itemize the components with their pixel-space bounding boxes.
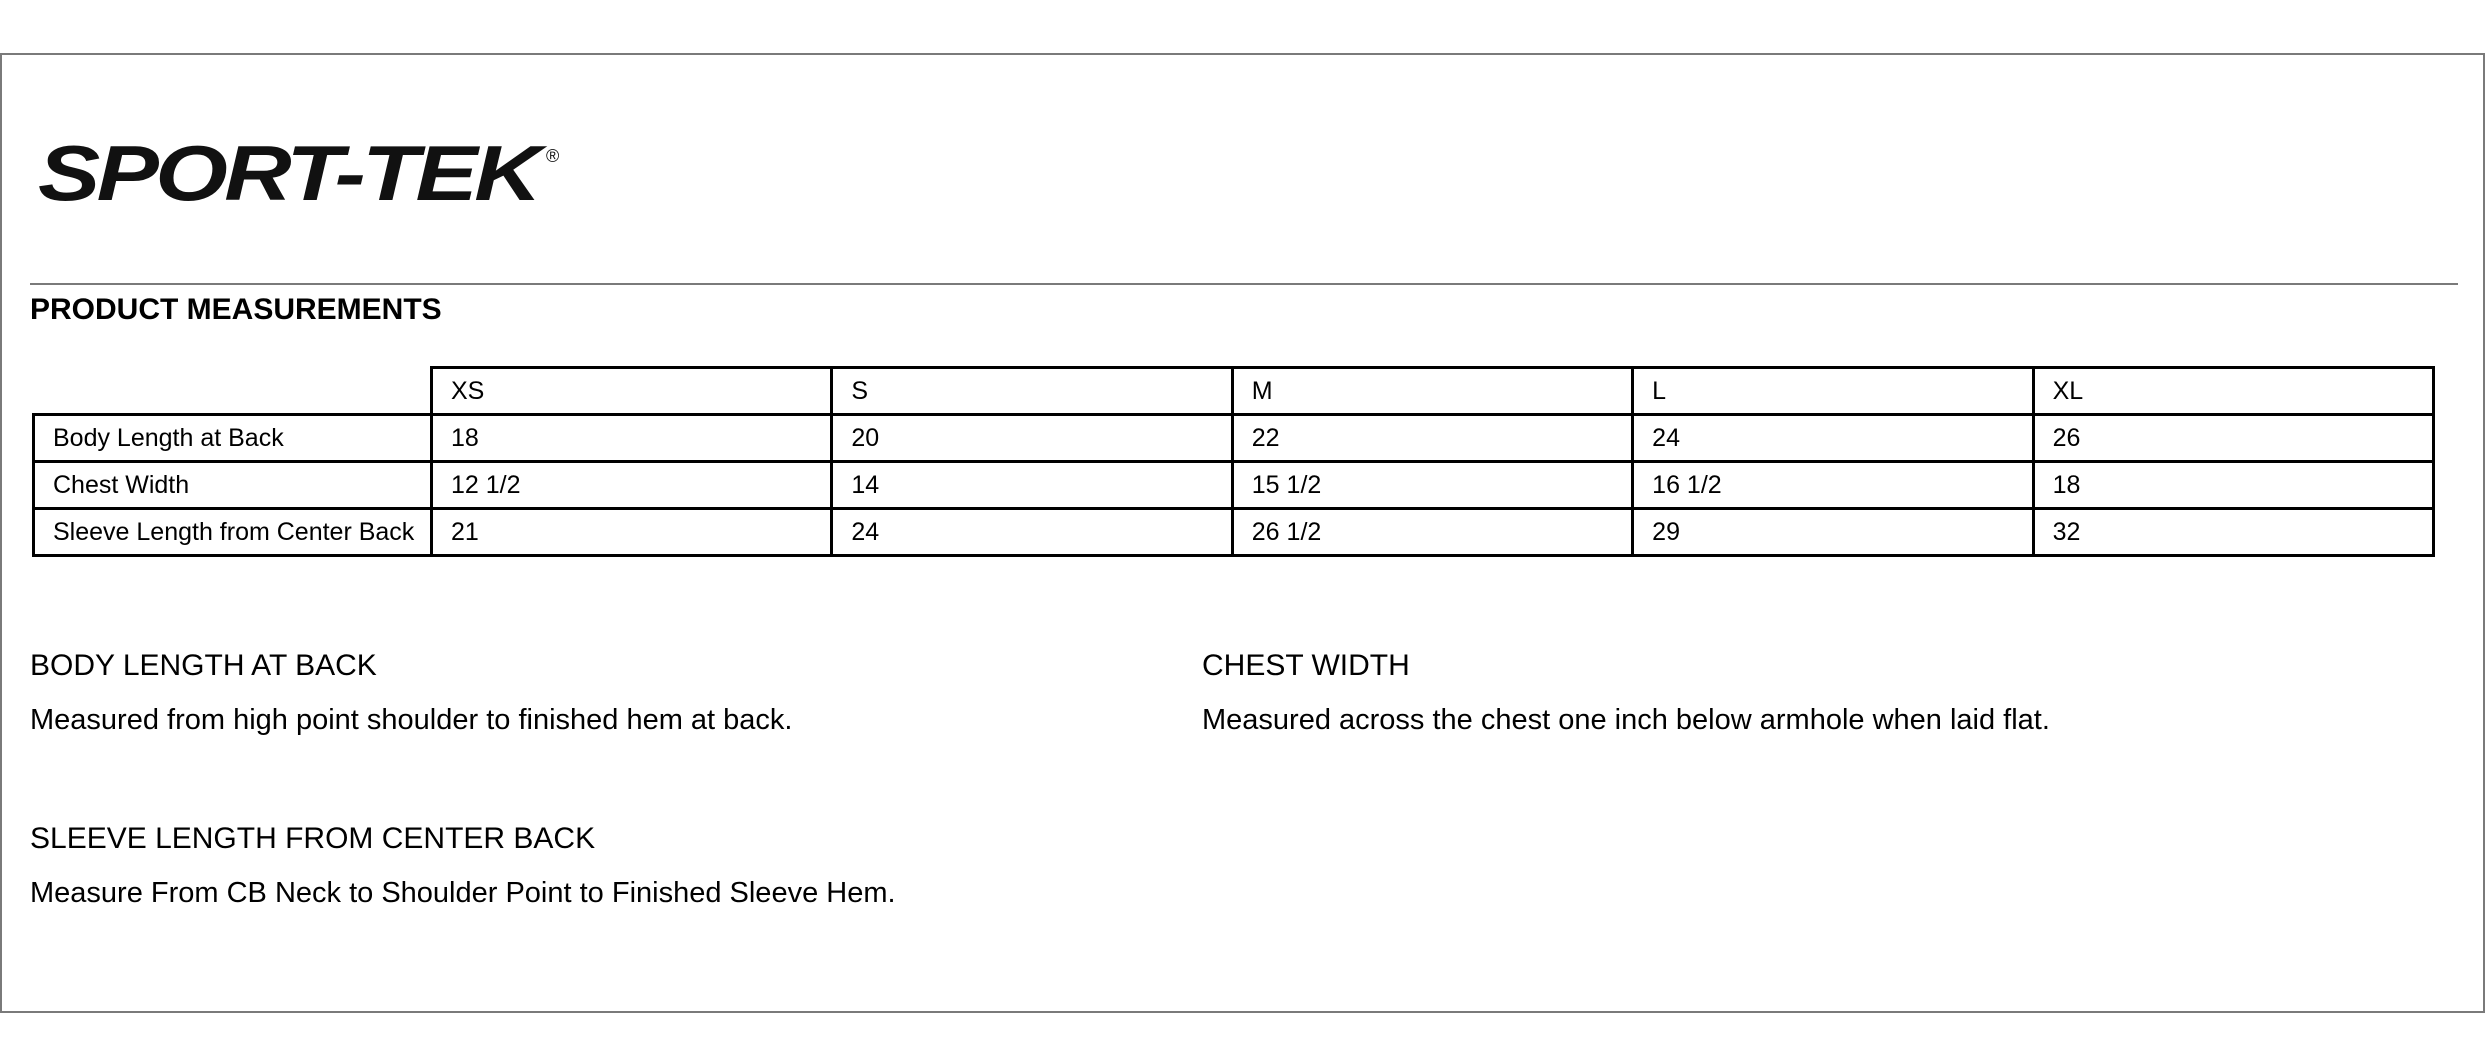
row-label: Sleeve Length from Center Back bbox=[34, 509, 432, 556]
note-description: Measured across the chest one inch below armhole when laid flat. bbox=[1202, 704, 2050, 736]
section-title: PRODUCT MEASUREMENTS bbox=[30, 293, 442, 326]
note-body-length bbox=[30, 648, 792, 738]
table-corner-cell bbox=[34, 368, 432, 415]
note-sleeve-length bbox=[30, 821, 896, 911]
table-cell: 20 bbox=[832, 415, 1232, 462]
sport-tek-logo bbox=[30, 110, 570, 230]
table-cell: 24 bbox=[832, 509, 1232, 556]
table-cell: 16 1/2 bbox=[1633, 462, 2033, 509]
table-row bbox=[34, 462, 2434, 509]
table-cell: 15 1/2 bbox=[1232, 462, 1632, 509]
table-cell: 12 1/2 bbox=[432, 462, 832, 509]
note-chest-width bbox=[1202, 648, 2050, 738]
row-label: Body Length at Back bbox=[34, 415, 432, 462]
table-row bbox=[34, 509, 2434, 556]
row-label: Chest Width bbox=[34, 462, 432, 509]
table-row bbox=[34, 415, 2434, 462]
measurements-table bbox=[32, 366, 2435, 557]
note-heading: SLEEVE LENGTH FROM CENTER BACK bbox=[30, 822, 596, 855]
logo-text: SPORT-TEK bbox=[38, 129, 549, 217]
note-heading: BODY LENGTH AT BACK bbox=[30, 649, 377, 682]
table-cell: 18 bbox=[432, 415, 832, 462]
registered-mark: ® bbox=[546, 146, 560, 166]
table-cell: 21 bbox=[432, 509, 832, 556]
table-cell: 22 bbox=[1232, 415, 1632, 462]
note-description: Measure From CB Neck to Shoulder Point to Finished Sleeve Hem. bbox=[30, 877, 896, 909]
table-header-row bbox=[34, 368, 2434, 415]
table-cell: 26 bbox=[2033, 415, 2433, 462]
size-header: XS bbox=[432, 368, 832, 415]
size-header: XL bbox=[2033, 368, 2433, 415]
table-cell: 26 1/2 bbox=[1232, 509, 1632, 556]
table-cell: 29 bbox=[1633, 509, 2033, 556]
table-cell: 24 bbox=[1633, 415, 2033, 462]
size-header: M bbox=[1232, 368, 1632, 415]
size-header: L bbox=[1633, 368, 2033, 415]
note-heading: CHEST WIDTH bbox=[1202, 649, 1410, 682]
table-cell: 14 bbox=[832, 462, 1232, 509]
table-cell: 32 bbox=[2033, 509, 2433, 556]
table-cell: 18 bbox=[2033, 462, 2433, 509]
header-divider bbox=[30, 283, 2458, 285]
note-description: Measured from high point shoulder to finished hem at back. bbox=[30, 704, 793, 736]
size-header: S bbox=[832, 368, 1232, 415]
